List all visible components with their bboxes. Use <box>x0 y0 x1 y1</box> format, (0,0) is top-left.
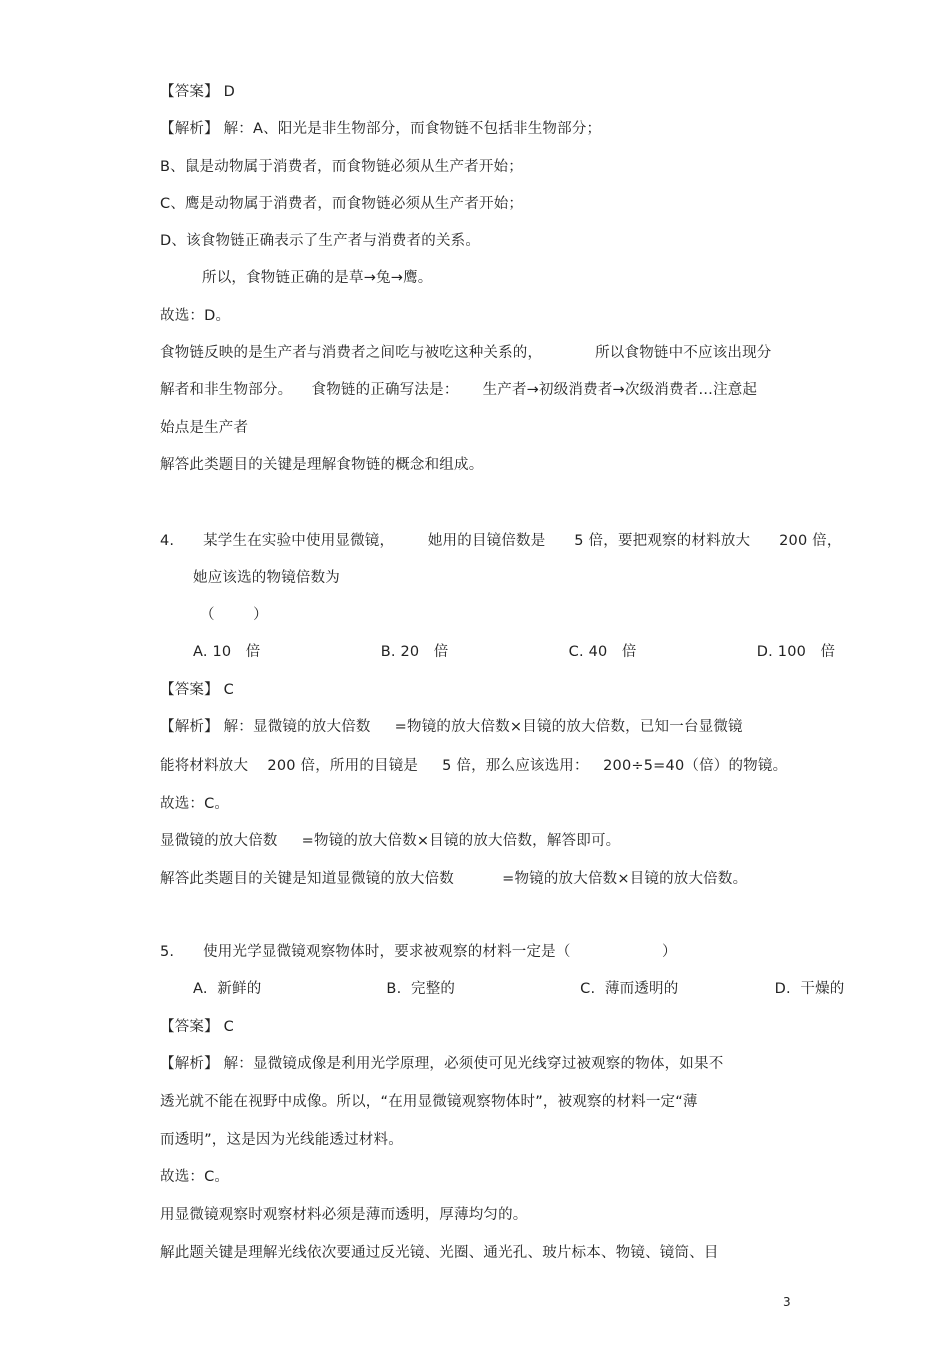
explanation-line: 解此题关键是理解光线依次要通过反光镜、光圈、通光孔、玻片标本、物镜、镜筒、目 <box>160 1245 719 1261</box>
explanation-line: 显微镜的放大倍数 =物镜的放大倍数×目镜的放大倍数，解答即可。 <box>160 833 621 849</box>
answer-label-q5: 【答案】 C <box>160 1019 234 1035</box>
question-5: 5. 使用光学显微镜观察物体时，要求被观察的材料一定是（ ） <box>160 944 677 960</box>
answer-label-q3: 【答案】 D <box>160 84 235 100</box>
page-number: 3 <box>783 1295 791 1309</box>
explanation-line: 解者和非生物部分。 食物链的正确写法是： 生产者→初级消费者→次级消费者…注意起 <box>160 382 758 398</box>
analysis-line: D、该食物链正确表示了生产者与消费者的关系。 <box>160 233 481 249</box>
question-4-continued: 她应该选的物镜倍数为 <box>193 570 340 586</box>
explanation-line: 始点是生产者 <box>160 420 249 436</box>
options-q5: A. 新鲜的 B. 完整的 C. 薄而透明的 D. 干燥的 <box>193 981 845 997</box>
options-q4: A. 10 倍 B. 20 倍 C. 40 倍 D. 100 倍 <box>193 644 836 660</box>
analysis-line: 【解析】 解：显微镜的放大倍数 =物镜的放大倍数×目镜的放大倍数，已知一台显微镜 <box>160 719 743 735</box>
explanation-line: 解答此类题目的关键是理解食物链的概念和组成。 <box>160 457 484 473</box>
explanation-line: 解答此类题目的关键是知道显微镜的放大倍数 =物镜的放大倍数×目镜的放大倍数。 <box>160 871 748 887</box>
choice-line: 故选：C。 <box>160 796 230 812</box>
answer-label-q4: 【答案】 C <box>160 682 234 698</box>
analysis-line: 【解析】 解：显微镜成像是利用光学原理，必须使可见光线穿过被观察的物体，如果不 <box>160 1056 724 1072</box>
choice-line: 故选：D。 <box>160 308 231 324</box>
analysis-line: 而透明”，这是因为光线能透过材料。 <box>160 1132 403 1148</box>
explanation-line: 用显微镜观察时观察材料必须是薄而透明，厚薄均匀的。 <box>160 1207 528 1223</box>
analysis-line: 所以，食物链正确的是草→兔→鹰。 <box>202 270 433 286</box>
answer-blank: （ ） <box>200 607 268 623</box>
analysis-line: B、鼠是动物属于消费者，而食物链必须从生产者开始； <box>160 159 523 175</box>
question-4: 4. 某学生在实验中使用显微镜， 她用的目镜倍数是 5 倍，要把观察的材料放大 200 倍， <box>160 533 842 549</box>
analysis-line: C、鹰是动物属于消费者，而食物链必须从生产者开始； <box>160 196 524 212</box>
analysis-line: 透光就不能在视野中成像。所以，“在用显微镜观察物体时”，被观察的材料一定“薄 <box>160 1094 698 1110</box>
explanation-line: 食物链反映的是生产者与消费者之间吃与被吃这种关系的， 所以食物链中不应该出现分 <box>160 345 772 361</box>
analysis-line: 【解析】 解：A、阳光是非生物部分，而食物链不包括非生物部分； <box>160 121 602 137</box>
choice-line: 故选：C。 <box>160 1169 230 1185</box>
analysis-line: 能将材料放大 200 倍，所用的目镜是 5 倍，那么应该选用： 200÷5=40（倍）的物镜。 <box>160 758 788 774</box>
